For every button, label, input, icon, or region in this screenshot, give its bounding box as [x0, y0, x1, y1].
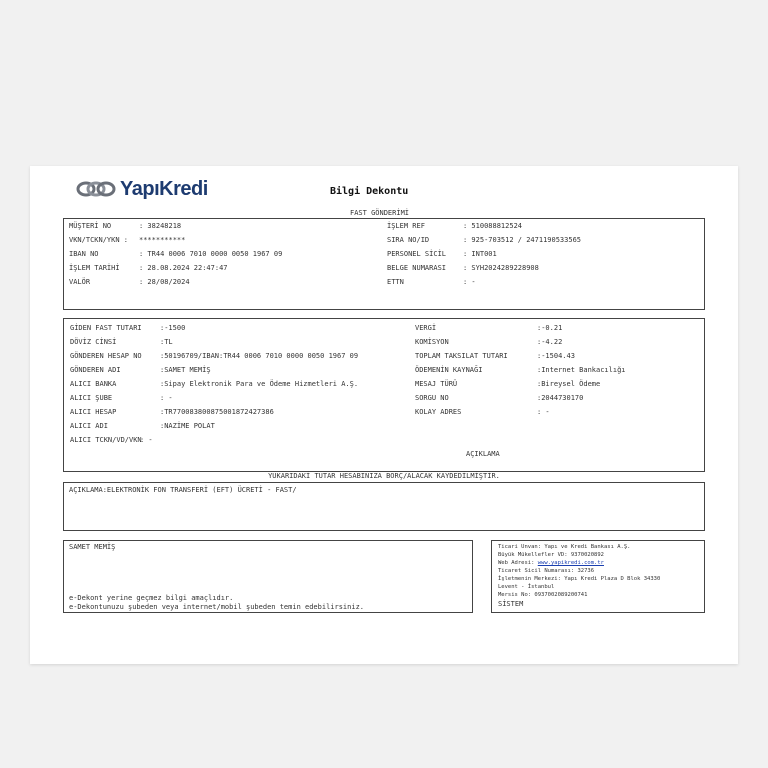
transaction-date-row — [69, 264, 228, 273]
debit-notice: YUKARIDAKİ TUTAR HESABINIZA BORÇ/ALACAK KAYDEDİLMİŞTİR. — [268, 472, 500, 480]
receiver-tax-id-label: ALICI TCKN/VD/VKN — [70, 436, 142, 444]
transfer-aciklama-label: AÇIKLAMA — [466, 450, 500, 458]
message-type-label: MESAJ TÜRÜ — [415, 380, 458, 388]
tax-id-label: VKN/TCKN/YKN : — [69, 236, 129, 244]
transaction-date-value: : 28.08.2024 22:47:47 — [139, 264, 228, 272]
receiver-branch-row — [70, 394, 173, 403]
outgoing-amount-row — [70, 324, 185, 333]
easy-address-label: KOLAY ADRES — [415, 408, 462, 416]
document-subtitle: FAST GÖNDERİMİ — [350, 209, 410, 217]
ettn-value: : - — [463, 278, 476, 286]
receiver-branch-value: : - — [160, 394, 173, 402]
headquarters-city: Levent - İstanbul — [498, 584, 555, 590]
commission-row — [415, 338, 562, 347]
document-number-label: BELGE NUMARASI — [387, 264, 447, 272]
payment-source-value: :Internet Bankacılığı — [537, 366, 626, 374]
sender-name-row — [70, 366, 211, 375]
commission-value: :-4.22 — [537, 338, 563, 346]
currency-row — [70, 338, 173, 347]
outgoing-amount-label: GİDEN FAST TUTARI — [70, 324, 142, 332]
receiver-bank-label: ALICI BANKA — [70, 380, 117, 388]
tax-label: VERGİ — [415, 324, 437, 332]
web-address-link[interactable]: www.yapikredi.com.tr — [537, 560, 604, 566]
tax-id-value: *********** — [139, 236, 186, 244]
document-number-value: : SYH2024289228908 — [463, 264, 539, 272]
value-date-value: : 28/08/2024 — [139, 278, 190, 286]
receiver-name-row — [70, 422, 215, 431]
total-collection-row — [415, 352, 575, 361]
currency-value: :TL — [160, 338, 173, 346]
logo-text: YapıKredi — [120, 177, 208, 200]
receiver-account-row — [70, 408, 274, 417]
receiver-tax-id-row — [70, 436, 153, 445]
customer-name: SAMET MEMİŞ — [69, 543, 116, 551]
ettn-row — [387, 278, 476, 287]
customer-info-box — [63, 218, 705, 310]
footer-left-box — [63, 540, 473, 613]
staff-registry-row — [387, 250, 497, 259]
transaction-date-label: İŞLEM TARİHİ — [69, 264, 120, 272]
transfer-details-box — [63, 318, 705, 472]
total-collection-value: :-1504.43 — [537, 352, 575, 360]
sender-account-value: :50196709/IBAN:TR44 0006 7010 0000 0050 1967 09 — [160, 352, 359, 360]
receiver-account-label: ALICI HESAP — [70, 408, 117, 416]
outgoing-amount-value: :-1500 — [160, 324, 186, 332]
transaction-ref-value: : 510088812524 — [463, 222, 523, 230]
bank-info-box — [491, 540, 705, 613]
sender-name-label: GÖNDEREN ADI — [70, 366, 121, 374]
customer-no-label: MÜŞTERİ NO — [69, 222, 112, 230]
query-no-value: :2044730170 — [537, 394, 584, 402]
message-type-row — [415, 380, 600, 389]
disclaimer-line-2: e-Dekontunuzu şubeden veya internet/mobil şubeden temin edebilirsiniz. — [69, 603, 365, 611]
receiver-bank-row — [70, 380, 358, 389]
receiver-account-value: :TR770083800875001872427386 — [160, 408, 274, 416]
sequence-no-value: : 925-703512 / 2471190533565 — [463, 236, 582, 244]
transaction-ref-row — [387, 222, 522, 231]
tax-value: :-0.21 — [537, 324, 563, 332]
receiver-name-value: :NAZİME POLAT — [160, 422, 215, 430]
sender-name-value: :SAMET MEMİŞ — [160, 366, 211, 374]
customer-no-row — [69, 222, 181, 231]
receiver-bank-value: :Sipay Elektronik Para ve Ödeme Hizmetleri A.Ş. — [160, 380, 359, 388]
system-label: SİSTEM — [498, 600, 524, 608]
staff-registry-label: PERSONEL SİCİL — [387, 250, 447, 258]
easy-address-value: : - — [537, 408, 550, 416]
total-collection-label: TOPLAM TAKSILAT TUTARI — [415, 352, 508, 360]
iban-value: : TR44 0006 7010 0000 0050 1967 09 — [139, 250, 283, 258]
receiver-branch-label: ALICI ŞUBE — [70, 394, 113, 402]
sender-account-label: GÖNDEREN HESAP NO — [70, 352, 142, 360]
payment-source-row — [415, 366, 626, 375]
tax-office: Büyük Mükellefler VD: 9370020892 — [498, 552, 604, 558]
document-title: Bilgi Dekontu — [330, 186, 409, 197]
iban-row — [69, 250, 282, 259]
staff-registry-value: : INT001 — [463, 250, 497, 258]
iban-label: IBAN NO — [69, 250, 99, 258]
value-date-label: VALÖR — [69, 278, 91, 286]
document-number-row — [387, 264, 539, 273]
sequence-no-row — [387, 236, 581, 245]
customer-no-value: : 38248218 — [139, 222, 182, 230]
yapikredi-logo-icon — [76, 179, 116, 199]
commission-label: KOMİSYON — [415, 338, 449, 346]
easy-address-row — [415, 408, 550, 417]
sequence-no-label: SIRA NO/ID — [387, 236, 430, 244]
message-type-value: :Bireysel Ödeme — [537, 380, 601, 388]
payment-source-label: ÖDEMENİN KAYNAĞI — [415, 366, 483, 374]
trade-name: Ticari Unvan: Yapı ve Kredi Bankası A.Ş. — [498, 544, 631, 550]
transaction-ref-label: İŞLEM REF — [387, 222, 425, 230]
web-address-label: Web Adresi: — [498, 560, 538, 566]
receiver-tax-id-value: : - — [140, 436, 153, 444]
disclaimer-line-1: e-Dekont yerine geçmez bilgi amaçlıdır. — [69, 594, 234, 602]
tax-row — [415, 324, 562, 333]
query-no-label: SORGU NO — [415, 394, 449, 402]
yapikredi-logo — [76, 176, 208, 202]
web-address-row — [498, 560, 604, 567]
receipt-sheet — [30, 166, 738, 664]
tax-id-row — [69, 236, 185, 245]
value-date-row — [69, 278, 190, 287]
mersis-no: Mersis No: 0937002089200741 — [498, 592, 588, 598]
trade-registry-no: Ticaret Sicil Numarası: 32736 — [498, 568, 595, 574]
receiver-name-label: ALICI ADI — [70, 422, 108, 430]
ettn-label: ETTN — [387, 278, 404, 286]
query-no-row — [415, 394, 583, 403]
sender-account-row — [70, 352, 358, 361]
description-box — [63, 482, 705, 531]
headquarters: İşletmenin Merkezi: Yapı Kredi Plaza D Blok 34330 — [498, 576, 661, 582]
currency-label: DÖVİZ CİNSİ — [70, 338, 117, 346]
description-text: AÇIKLAMA:ELEKTRONİK FON TRANSFERİ (EFT) ÜCRETİ - FAST/ — [69, 486, 297, 494]
